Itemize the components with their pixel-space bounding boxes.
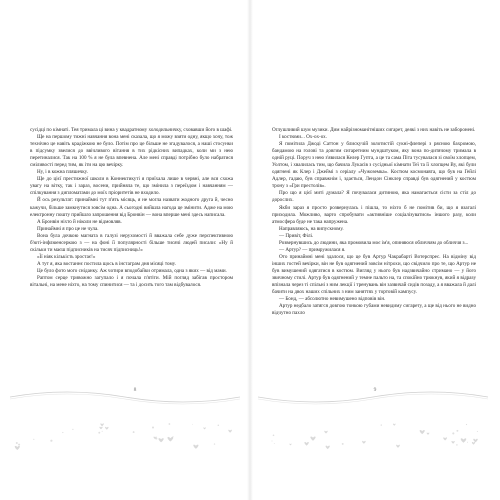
dot-decoration	[50, 440, 52, 442]
heart-icon	[473, 439, 477, 443]
dot-decoration	[152, 426, 154, 428]
dot-decoration	[342, 443, 344, 445]
dot-decoration	[98, 432, 100, 434]
page-number: 9	[373, 387, 377, 393]
heart-icon	[105, 427, 108, 430]
paragraph: Направляюсь, на випускному.	[279, 225, 344, 232]
paragraph: Ще до цієї престижної школи в Коннектикуті я приїхала лише в червні, але вся схожа увагу на вітку, так і зараз, восени, прийняла те, що змінила з переїздом і навчанням — спілкування з дипломатами до моїх пріоритетів не входило.	[30, 176, 233, 197]
paragraph: Принаймні я про це не чула.	[37, 225, 99, 232]
heart-icon	[168, 437, 174, 442]
paragraph: «Її ніяк кількість зростає!»	[37, 253, 96, 260]
dot-decoration	[169, 423, 171, 425]
heart-icon	[193, 445, 198, 449]
dot-decoration	[273, 435, 275, 437]
dot-decoration	[155, 437, 157, 439]
dot-decoration	[33, 439, 34, 440]
hearts-decoration	[0, 420, 250, 450]
heart-icon	[396, 445, 400, 448]
heart-icon	[451, 441, 454, 444]
heart-icon	[203, 427, 205, 429]
heart-icon	[99, 427, 102, 430]
paragraph: А Бронвін ніхто й ніколи не відмовляв.	[37, 218, 122, 225]
paragraph: — Артур? — примружилася я.	[279, 246, 346, 253]
paragraph: Про що я цієї миті думала? Я почувалася дитиною, яка намагається сісти за стіл до дорослих.	[272, 190, 476, 204]
heart-icon	[472, 442, 475, 445]
heart-icon	[443, 437, 447, 440]
dot-decoration	[192, 424, 193, 425]
heart-icon	[420, 430, 425, 434]
heart-icon	[304, 442, 308, 446]
paragraph: Я помітила Джоді Саттон у блискучій золотистій сукні-флепері з рясною бахромою, бандамою на голові та довгим сигаретним мундштуком, яку вона по-дитячому тримала в одній руці. Поруч з нею з'явилася Келер Гупта, а це та сама Піта тусувалася зі своїм хлопцем, Уолтом, і хвалилась тим, що бачила Лукасів з сусідньої кімнати Теї та її хлопцем Ву, які були одягнені як Клер і Джеймі з серіалу «Чужоземка». Костюм космонавта, що був на Гейлі Адлер, гадаю, був справжнім і, здається, Лендон Сінклер справді був одягнений у костюм трону з «Гри престолів».	[272, 141, 476, 190]
heart-icon	[461, 438, 467, 443]
paragraph: Раптом серце тривожно загупало і я почала п'ятіти. Мій погляд забігав простором вітальні, на мене ніхто, на тому спинитися — та і досить того там відбувалося.	[30, 274, 233, 289]
paragraph: Артур недбало затягся довгою тонкою губами невидиму сигарету, а ще від нього не видно відчутно пахло	[272, 303, 476, 317]
dot-decoration	[466, 424, 467, 425]
dot-decoration	[62, 432, 63, 433]
paragraph: Вона була дочкою магната в галузі нерухомості й вважала себе дуже перспективною б'юті-інфлюенсеркою з — на фоні її популярності більше тисячі людей писали: «Ну й скільки ти маєш підписників на тисяч підписниць!»	[30, 232, 233, 253]
dot-decoration	[456, 430, 458, 432]
paragraph: Розвернувшись до людини, яка промовила моє ім'я, опиняюся обличчям до обличчя з...	[279, 239, 469, 246]
paragraph: Ну, і в кожна пляшечку.	[37, 169, 88, 176]
dot-decoration	[271, 440, 272, 441]
paragraph: — Бонд, — абсолютно невимушено відповів він.	[279, 296, 386, 303]
paragraph: Ще на першому тижні навчання вона мені сказала, що я можу взяти одну, якщо хочу, тож технічно це навіть крадіжкою не було. Потім про це більше не згадувалося, а наші стосунки в підсумку звелися до ввічливого вітання в тих рідкісних випадках, коли ми з нею перетиналися. Так на 100 % я не була впевнена. Але мені справді потрібно було набратися сміливості перед тим, як іти на цю вечірку.	[30, 134, 233, 169]
paragraph: Ото принаймні мені здалося, що це був Артур Чакрабарті Вотерспрес. На відміну від інших гостей вечірки, він не був одягнений зовсім нітрохи, що свідчило про те, що Артур не був вимушений одягатися в костюм. Вигляд у нього був надзвичайно стримано — у його звичному стилі. Артур був одягнений у темне пальто на, та спокійно трюкнув, який я відразу впізнала через ті спільні з ним лекції і тренувань він зазвичай сидів позаду, а я вважала й далі бачити на двох наших спільних з ним заняттях у тортовій кампусу.	[272, 253, 476, 296]
hearts-decoration	[250, 420, 500, 450]
paragraph: сусідці по кімнаті. Тея тримала ці вина у квадратному холодильничку, сховавши його в шафі.	[30, 127, 233, 133]
dot-decoration	[456, 444, 458, 446]
dot-decoration	[102, 431, 103, 432]
dot-decoration	[467, 442, 468, 443]
heart-icon	[362, 441, 366, 444]
dot-decoration	[133, 431, 135, 433]
paragraph: — Привіт, Філі.	[279, 232, 314, 239]
dot-decoration	[72, 429, 73, 430]
dot-decoration	[218, 425, 220, 427]
heart-icon	[324, 431, 327, 434]
heart-icon	[15, 446, 20, 450]
dot-decoration	[452, 432, 454, 434]
dot-decoration	[381, 424, 382, 425]
dot-decoration	[214, 443, 215, 444]
paragraph: Й ось результат: принаймні тут п'ять місяць, я не могла назвати жодного друга й, чесно кажучи, більше замкнутися зовсім одна. А сьогодні вийшла нагода це змінити. Адже на мою електронну пошту прийшло запрошення від Бронвін — вона вперше мені здесь написала.	[30, 197, 233, 218]
heart-icon	[427, 433, 430, 435]
page-number: 8	[133, 387, 137, 393]
heart-icon	[393, 424, 396, 426]
left-page-text	[30, 127, 233, 392]
dot-decoration	[18, 444, 20, 446]
heart-icon	[289, 444, 291, 446]
heart-icon	[159, 438, 164, 442]
paragraph: І костюми... Ох-ох-ох.	[279, 134, 327, 141]
right-page	[250, 0, 500, 500]
heart-icon	[228, 430, 232, 433]
paragraph: А тут я, яка востаннє постила щось в інстаграм дня місяці тому.	[37, 260, 176, 267]
heart-icon	[326, 446, 330, 449]
dot-decoration	[274, 443, 275, 444]
paragraph: Це було фото мого сніданку. Аж чотири вподобайки отримала, одна з яких — від мами.	[37, 267, 227, 274]
heart-icon	[310, 436, 315, 440]
heart-icon	[100, 423, 103, 426]
paragraph: Якби зараз я просто розвернулась і пішла, то ніхто б не помітив би, що я взагалі приходила. Можливо, варто спробувати «активніше соціалізуватися» іншого разу, коли атмосфера буде не така напружена.	[272, 204, 476, 225]
paragraph: Оглушливий шум музики. Дим найрізноманітніших сигарет, деякі з них навіть не заборонені.	[272, 127, 476, 133]
dot-decoration	[16, 442, 18, 444]
right-page-text	[272, 127, 476, 392]
dot-decoration	[477, 431, 478, 432]
